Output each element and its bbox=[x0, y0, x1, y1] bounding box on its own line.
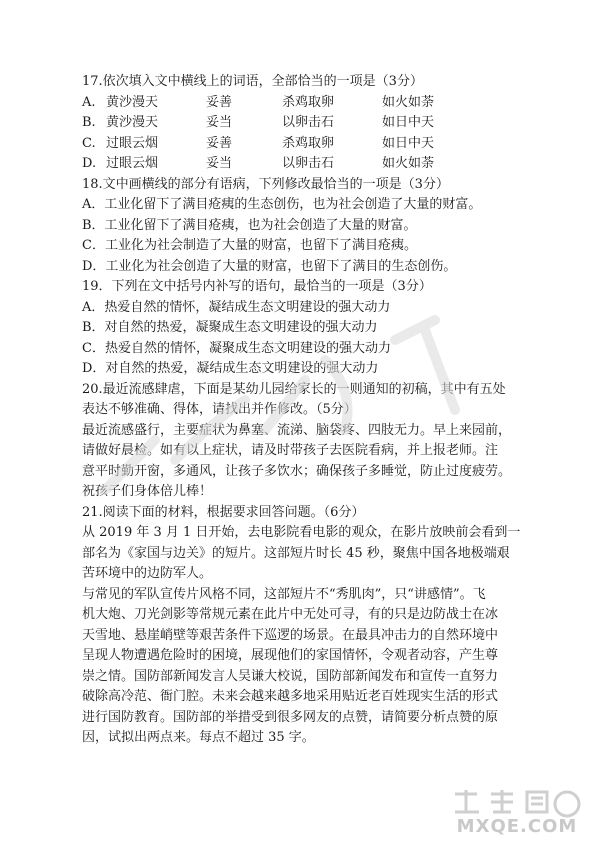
question-21 bbox=[82, 503, 532, 749]
material-line: 因，试拟出两点来。每点不超过 35 字。 bbox=[82, 730, 315, 745]
brand-url: MXQE.COM bbox=[456, 816, 578, 836]
option-letter: C. bbox=[82, 135, 96, 151]
question-21-stem: 21.阅读下面的材料，根据要求回答问题。（6分） bbox=[82, 504, 365, 520]
option-word: 以卵击石 bbox=[282, 156, 335, 171]
notice-line: 祝孩子们身体倍儿棒！ bbox=[82, 484, 213, 499]
option-word: 杀鸡取卵 bbox=[282, 135, 335, 151]
notice-line: 请做好晨检。如有以上症状，请及时带孩子去医院看病，并上报老师。注 bbox=[82, 443, 499, 458]
question-19 bbox=[82, 277, 532, 380]
material-line: 呈现人物遭遇危险时的困境，展现他们的家国情怀，令观者动容，产生尊 bbox=[82, 648, 499, 663]
notice-line: 最近流感盛行，主要症状为鼻塞、流涕、脑袋疼、四肢无力。早上来园前， bbox=[82, 422, 512, 438]
option-word: 妥当 bbox=[206, 156, 233, 171]
question-18 bbox=[82, 175, 532, 278]
material-line: 进行国防教育。国防部的举措受到很多网友的点赞，请简要分析点赞的原 bbox=[82, 709, 499, 725]
option-word: 过眼云烟 bbox=[106, 135, 159, 151]
option-word: 如火如荼 bbox=[382, 156, 435, 171]
option-word: 黄沙漫天 bbox=[106, 115, 159, 130]
question-17-options bbox=[82, 93, 532, 175]
question-19-stem: 19．下列在文中括号内补写的语句，最恰当的一项是（3分） bbox=[82, 279, 432, 294]
option-d bbox=[82, 154, 532, 175]
exam-page bbox=[82, 72, 532, 749]
option-b: B．工业化留下了满目疮痍，也为社会创造了大量的财富。 bbox=[82, 217, 417, 233]
option-d: D．工业化为社会创造了大量的财富，也留下了满目的生态创伤。 bbox=[82, 258, 457, 274]
question-20-stem-line: 20.最近流感肆虐，下面是某幼儿园给家长的一则通知的初稿，其中有五处 bbox=[82, 381, 506, 397]
question-17-stem: 17.依次填入文中横线上的词语，全部恰当的一项是（3分） bbox=[82, 74, 423, 89]
option-a bbox=[82, 93, 532, 114]
option-b bbox=[82, 113, 532, 134]
option-word: 如日中天 bbox=[382, 135, 435, 151]
notice-line: 意平时勤开窗，多通风，让孩子多饮水；确保孩子多睡觉，防止过度疲劳。 bbox=[82, 463, 512, 479]
option-word: 妥善 bbox=[206, 135, 233, 151]
material-line: 崇之情。国防部新闻发言人吴谦大校说，国防部新闻发布和宣传一直努力 bbox=[82, 668, 499, 684]
option-word: 过眼云烟 bbox=[106, 156, 159, 171]
material-line: 机大炮、刀光剑影等常规元素在此片中无处可寻，有的只是边防战士在冰 bbox=[82, 607, 499, 622]
option-letter: B. bbox=[82, 115, 96, 130]
option-a: A．热爱自然的情怀，凝结成生态文明建设的强大动力 bbox=[82, 299, 391, 315]
material-line: 苦环境中的边防军人。 bbox=[82, 566, 213, 581]
option-word: 黄沙漫天 bbox=[106, 94, 159, 110]
question-17 bbox=[82, 72, 532, 175]
option-d: D．对自然的热爱，凝结成生态文明建设的强大动力 bbox=[82, 361, 379, 376]
option-word: 妥当 bbox=[206, 115, 233, 130]
question-18-stem: 18.文中画横线的部分有语病，下列修改最恰当的一项是（3分） bbox=[82, 176, 449, 192]
option-b: B．对自然的热爱，凝聚成生态文明建设的强大动力 bbox=[82, 320, 378, 335]
option-word: 如火如荼 bbox=[382, 94, 435, 110]
material-line: 破除高冷范、衙门腔。未来会越来越多地采用贴近老百姓现实生活的形式 bbox=[82, 689, 499, 704]
question-20 bbox=[82, 380, 532, 503]
option-word: 以卵击石 bbox=[282, 115, 335, 130]
option-c: C．工业化为社会制造了大量的财富，也留下了满目疮痍。 bbox=[82, 238, 417, 253]
option-letter: A. bbox=[82, 94, 96, 110]
option-word: 杀鸡取卵 bbox=[282, 94, 335, 110]
option-word: 妥善 bbox=[206, 94, 233, 110]
brand-logo bbox=[447, 788, 587, 836]
material-line: 从 2019 年 3 月 1 日开始，去电影院看电影的观众，在影片放映前会看到一 bbox=[82, 525, 521, 540]
question-20-stem-line: 表达不够准确、得体，请找出并作修改。（5分） bbox=[82, 402, 357, 417]
material-line: 部名为《家国与边关》的短片。这部短片时长 45 秒，聚焦中国各地极端艰 bbox=[82, 545, 510, 561]
option-word: 如日中天 bbox=[382, 115, 435, 130]
material-line: 天雪地、悬崖峭壁等艰苦条件下巡逻的场景。在最具冲击力的自然环境中 bbox=[82, 627, 499, 643]
option-a: A．工业化留下了满目疮痍的生态创伤，也为社会创造了大量的财富。 bbox=[82, 197, 482, 212]
option-c: C．热爱自然的情怀，凝聚成生态文明建设的强大动力 bbox=[82, 340, 391, 356]
material-line: 与常见的军队宣传片风格不同，这部短片不“秀肌肉”，只“讲感情”。飞 bbox=[82, 586, 486, 602]
option-letter: D. bbox=[82, 156, 97, 171]
option-c bbox=[82, 134, 532, 155]
